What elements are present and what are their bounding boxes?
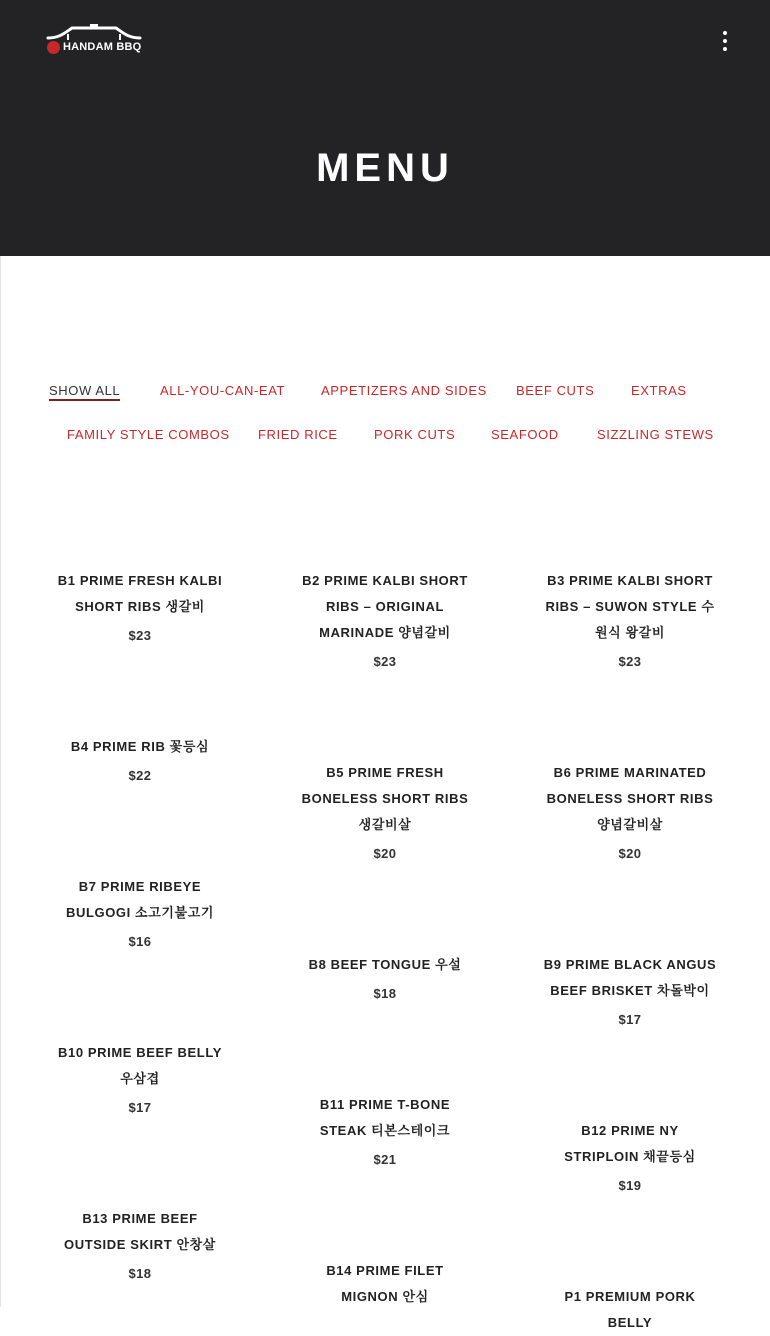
- filter-appetizers-and-sides[interactable]: APPETIZERS AND SIDES: [321, 383, 487, 398]
- menu-item-price: $23: [618, 654, 642, 669]
- menu-item-name: B4 PRIME RIB 꽃등심: [70, 739, 210, 754]
- menu-item[interactable]: [542, 1118, 718, 1193]
- hero-header: [0, 0, 770, 256]
- kebab-menu-icon[interactable]: [716, 28, 734, 54]
- menu-item-price: $18: [373, 986, 397, 1001]
- menu-item-name: B8 BEEF TONGUE 우설: [308, 957, 462, 972]
- menu-item-price: $19: [618, 1178, 642, 1193]
- content-border: [0, 256, 1, 1307]
- handam-bbq-logo[interactable]: [46, 24, 142, 56]
- menu-item[interactable]: [297, 568, 473, 669]
- menu-item-name: B14 PRIME FILET MIGNON 안심: [326, 1263, 444, 1304]
- menu-item[interactable]: [52, 874, 228, 949]
- menu-item-name: B6 PRIME MARINATED BONELESS SHORT RIBS 양념갈비살: [546, 765, 714, 832]
- menu-item-price: $23: [373, 654, 397, 669]
- menu-item[interactable]: [542, 568, 718, 669]
- menu-item-name: B7 PRIME RIBEYE BULGOGI 소고기불고기: [65, 879, 215, 920]
- menu-item-price: $23: [128, 628, 152, 643]
- menu-item[interactable]: [297, 760, 473, 861]
- filter-extras[interactable]: EXTRAS: [631, 383, 687, 398]
- menu-item-name: P1 PREMIUM PORK BELLY: [564, 1289, 696, 1330]
- menu-item[interactable]: [297, 952, 473, 1001]
- menu-item-price: $17: [128, 1100, 152, 1115]
- menu-item-price: $20: [373, 846, 397, 861]
- filter-beef-cuts[interactable]: BEEF CUTS: [516, 383, 595, 398]
- menu-item-price: $16: [128, 934, 152, 949]
- filter-sizzling-stews[interactable]: SIZZLING STEWS: [597, 427, 714, 442]
- menu-item-name: B3 PRIME KALBI SHORT RIBS – SUWON STYLE 수원식 왕갈비: [545, 573, 715, 640]
- filter-family-style-combos[interactable]: FAMILY STYLE COMBOS: [67, 427, 230, 442]
- roof-logo-icon: [46, 24, 142, 42]
- filter-show-all[interactable]: SHOW ALL: [49, 383, 120, 401]
- menu-item[interactable]: [52, 568, 228, 643]
- menu-item[interactable]: [52, 1206, 228, 1281]
- menu-item[interactable]: [297, 1092, 473, 1167]
- menu-item-name: B2 PRIME KALBI SHORT RIBS – ORIGINAL MARINADE 양념갈비: [302, 573, 468, 640]
- menu-item-name: B1 PRIME FRESH KALBI SHORT RIBS 생갈비: [57, 573, 223, 614]
- menu-item-price: $21: [373, 1152, 397, 1167]
- menu-item-name: B9 PRIME BLACK ANGUS BEEF BRISKET 차돌박이: [543, 957, 717, 998]
- filter-all-you-can-eat[interactable]: ALL-YOU-CAN-EAT: [160, 383, 286, 398]
- menu-item-name: B12 PRIME NY STRIPLOIN 채끝등심: [564, 1123, 696, 1164]
- filter-pork-cuts[interactable]: PORK CUTS: [374, 427, 456, 442]
- menu-item-price: $22: [128, 768, 152, 783]
- menu-item[interactable]: [297, 1258, 473, 1310]
- menu-item[interactable]: [542, 952, 718, 1027]
- menu-item-price: $18: [128, 1266, 152, 1281]
- menu-item[interactable]: [52, 1040, 228, 1115]
- filter-fried-rice[interactable]: FRIED RICE: [258, 427, 338, 442]
- menu-item-price: $20: [618, 846, 642, 861]
- logo-badge-icon: [47, 41, 60, 54]
- menu-item-name: B13 PRIME BEEF OUTSIDE SKIRT 안창살: [64, 1211, 216, 1252]
- page-title: MENU: [316, 146, 454, 190]
- menu-item[interactable]: [52, 734, 228, 783]
- filter-seafood[interactable]: SEAFOOD: [491, 427, 559, 442]
- menu-item-price: $17: [618, 1012, 642, 1027]
- menu-item[interactable]: [542, 1284, 718, 1336]
- menu-item-name: B10 PRIME BEEF BELLY 우삼겹: [58, 1045, 222, 1086]
- logo-text: HANDAM BBQ: [63, 41, 142, 53]
- menu-item-name: B5 PRIME FRESH BONELESS SHORT RIBS 생갈비살: [301, 765, 469, 832]
- menu-item[interactable]: [542, 760, 718, 861]
- menu-item-name: B11 PRIME T-BONE STEAK 티본스테이크: [319, 1097, 451, 1138]
